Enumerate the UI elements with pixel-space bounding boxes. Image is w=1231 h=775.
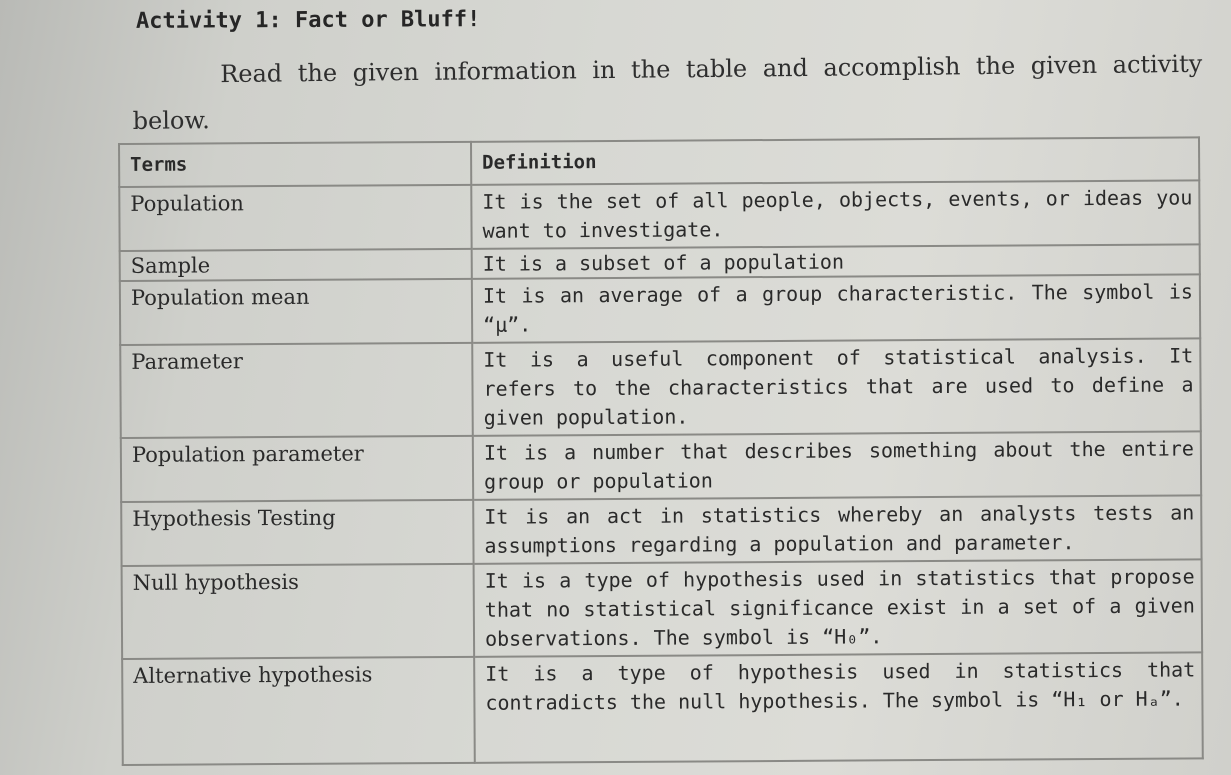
table-row	[119, 180, 1199, 251]
table-row	[121, 495, 1201, 566]
table-row	[120, 274, 1200, 345]
term-cell: Parameter	[120, 343, 473, 438]
header-terms: Terms	[119, 142, 471, 187]
table-row	[122, 652, 1203, 765]
term-cell: Sample	[120, 249, 472, 281]
table-row	[120, 338, 1201, 438]
table-row	[122, 559, 1203, 659]
term-cell: Null hypothesis	[122, 564, 475, 659]
definition-cell: It is a subset of a population	[472, 244, 1200, 278]
header-definition: Definition	[471, 137, 1199, 184]
table-row	[121, 431, 1201, 502]
definition-cell: It is an average of a group characteristic. The symbol is “μ”.	[472, 274, 1200, 342]
definition-cell: It is an act in statistics whereby an analysts tests an assumptions regarding a population and parameter.	[473, 495, 1201, 563]
definition-cell: It is the set of all people, objects, events, or ideas you want to investigate.	[471, 180, 1199, 248]
term-cell: Population parameter	[121, 436, 473, 502]
terms-table-container	[118, 136, 1202, 766]
definition-cell: It is a number that describes something about the entire group or population	[473, 431, 1201, 499]
activity-title: Activity 1: Fact or Bluff!	[135, 7, 481, 34]
terms-definition-table	[118, 136, 1204, 766]
definition-cell: It is a type of hypothesis used in statistics that propose that no statistical significance exist in a set of a given observations. The symbol is “H₀”.	[474, 559, 1203, 656]
term-cell: Population mean	[120, 279, 472, 345]
table-header-row	[119, 137, 1199, 187]
definition-cell: It is a type of hypothesis used in statistics that contradicts the null hypothesis. The symbol is “H₁ or Hₐ”.	[474, 652, 1203, 762]
term-cell: Hypothesis Testing	[121, 500, 473, 566]
term-cell: Population	[119, 185, 471, 251]
definition-cell: It is a useful component of statistical analysis. It refers to the characteristics that are used to define a given population.	[472, 338, 1201, 435]
term-cell: Alternative hypothesis	[122, 657, 475, 765]
instructions-paragraph: Read the given information in the table and accomplish the given activity below.	[132, 49, 1203, 135]
